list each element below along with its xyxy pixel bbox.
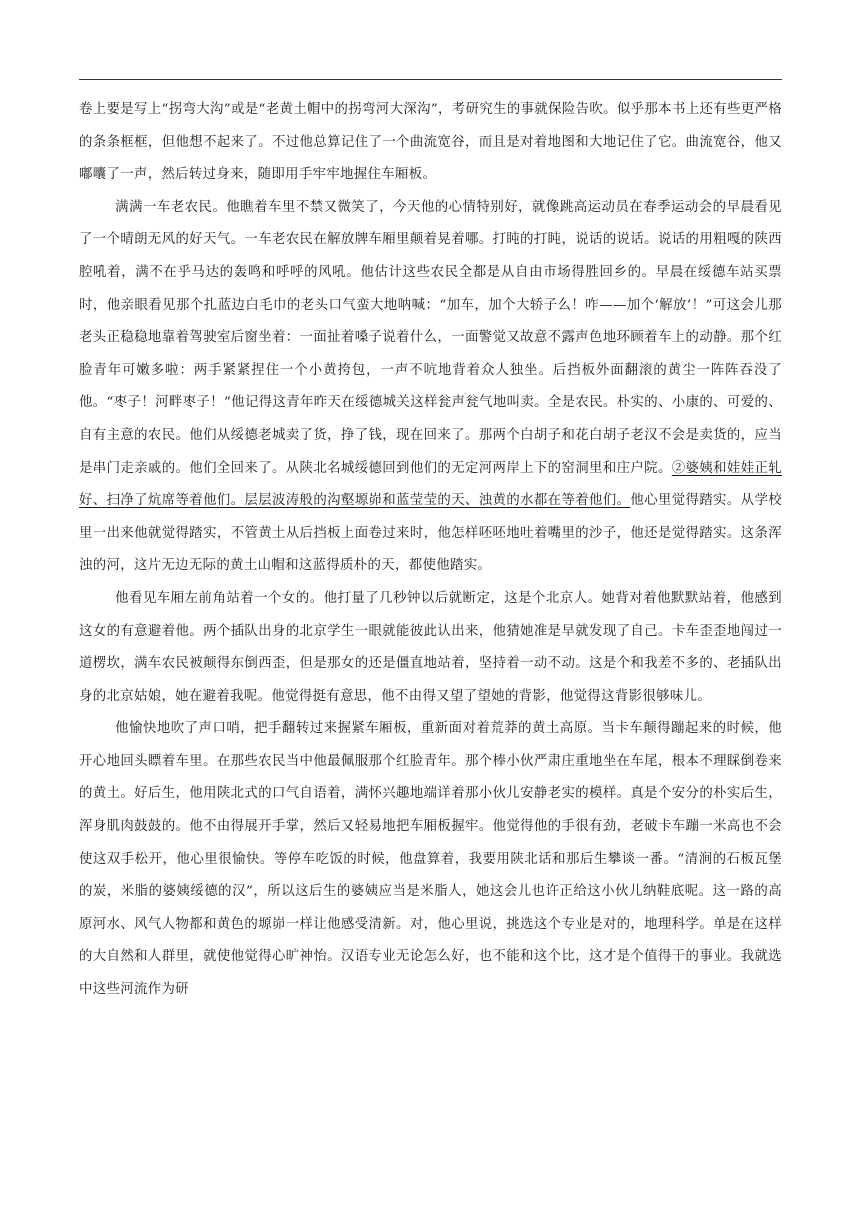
- paragraph-2: [79, 192, 782, 583]
- paragraph-4-text: 他愉快地吹了声口哨，把手翻转过来握紧车厢板，重新面对着荒莽的黄土高原。当卡车颠得蹦起来的时候，他开心地回头瞟着车里。在那些农民当中他最佩服那个红脸青年。那个棒小伙严肃庄重地坐在车尾，根本不理睬倒卷来的黄土。好后生，他用陕北式的口气自语着，满怀兴趣地端详着那小伙儿安静老实的模样。真是个安分的朴实后生，浑身肌肉鼓鼓的。他不由得展开手掌，然后又轻易地把车厢板握牢。他觉得他的手很有劲，老破卡车蹦一米高也不会使这双手松开，他心里很愉快。等停车吃饭的时候，他盘算着，我要用陕北话和那后生攀谈一番。“清涧的石板瓦堡的炭，米脂的婆姨绥德的汉”，所以这后生的婆姨应当是米脂人，她这会儿也许正给这小伙儿纳鞋底呢。这一路的高原河水、风气人物都和黄色的塬峁一样让他感受清新。对，他心里说，挑选这个专业是对的，地理科学。单是在这样的大自然和人群里，就使他觉得心旷神怡。汉语专业无论怎么好，也不能和这个比，这才是个值得干的事业。我就选中这些河流作为研: [79, 721, 782, 998]
- paragraph-3: [79, 583, 782, 713]
- document-body: [79, 94, 782, 1007]
- paragraph-2-text-a: 满满一车老农民。他瞧着车里不禁又微笑了，今天他的心情特别好，就像跳高运动员在春季运动会的早晨看见了一个晴朗无风的好天气。一车老农民在解放牌车厢里颠着晃着哪。打盹的打盹，说话的说话。说话的用粗嘎的陕西腔吼着，满不在乎马达的轰鸣和呼呼的风吼。他估计这些农民全都是从自由市场得胜回乡的。早晨在绥德车站买票时，他亲眼看见那个扎蓝边白毛巾的老头口气蛮大地呐喊：“加车，加个大轿子么！咋——加个‘解放’！”可这会儿那老头正稳稳地靠着驾驶室后窗坐着：一面扯着嗓子说着什么，一面警觉又故意不露声色地环顾着车上的动静。那个红脸青年可嫩多啦：两手紧紧捏住一个小黄挎包，一声不吭地背着众人独坐。后挡板外面翻滚的黄尘一阵阵吞没了他。“枣子！河畔枣子！”他记得这青年昨天在绥德城关这样瓮声瓮气地叫卖。全是农民。朴实的、小康的、可爱的、自有主意的农民。他们从绥德老城卖了货，挣了钱，现在回来了。那两个白胡子和花白胡子老汉不会是卖货的，应当是串门走亲戚的。他们全回来了。从陕北名城绥德回到他们的无定河两岸上下的窑洞里和庄户院。: [79, 199, 782, 476]
- paragraph-2-text-b: 他心里觉得踏实。从学校里一出来他就觉得踏实，不管黄土从后挡板上面卷过来时，他怎样呸呸地吐着嘴里的沙子，他还是觉得踏实。这条浑浊的河，这片无边无际的黄土山帽和这蓝得质朴的天，都使他踏实。: [79, 493, 782, 574]
- paragraph-1: [79, 94, 782, 192]
- paragraph-4: [79, 713, 782, 1006]
- header-rule: [79, 79, 782, 80]
- underlined-passage-2: ②婆姨和娃娃正轧好、扫净了炕席等着他们。层层波涛般的沟壑塬峁和蓝莹莹的天、浊黄的水都在等着他们。: [79, 460, 783, 509]
- paragraph-3-text: 他看见车厢左前角站着一个女的。他打量了几秒钟以后就断定，这是个北京人。她背对着他默默站着，他感到这女的有意避着他。两个插队出身的北京学生一眼就能彼此认出来，他猜她准是早就发现了自己。卡车歪歪地闯过一道楞坎，满车农民被颠得东倒西歪，但是那女的还是僵直地站着，坚持着一动不动。这是个和我差不多的、老插队出身的北京姑娘，她在避着我呢。他觉得挺有意思，他不由得又望了望她的背影，他觉得这背影很够味儿。: [79, 590, 782, 704]
- paragraph-1-text: 卷上要是写上“拐弯大沟”或是“老黄土帽中的拐弯河大深沟”，考研究生的事就保险告吹。似乎那本书上还有些更严格的条条框框，但他想不起来了。不过他总算记住了一个曲流宽谷，而且是对着地图和大地记住了它。曲流宽谷，他又嘟囔了一声，然后转过身来，随即用手牢牢地握住车厢板。: [79, 102, 782, 183]
